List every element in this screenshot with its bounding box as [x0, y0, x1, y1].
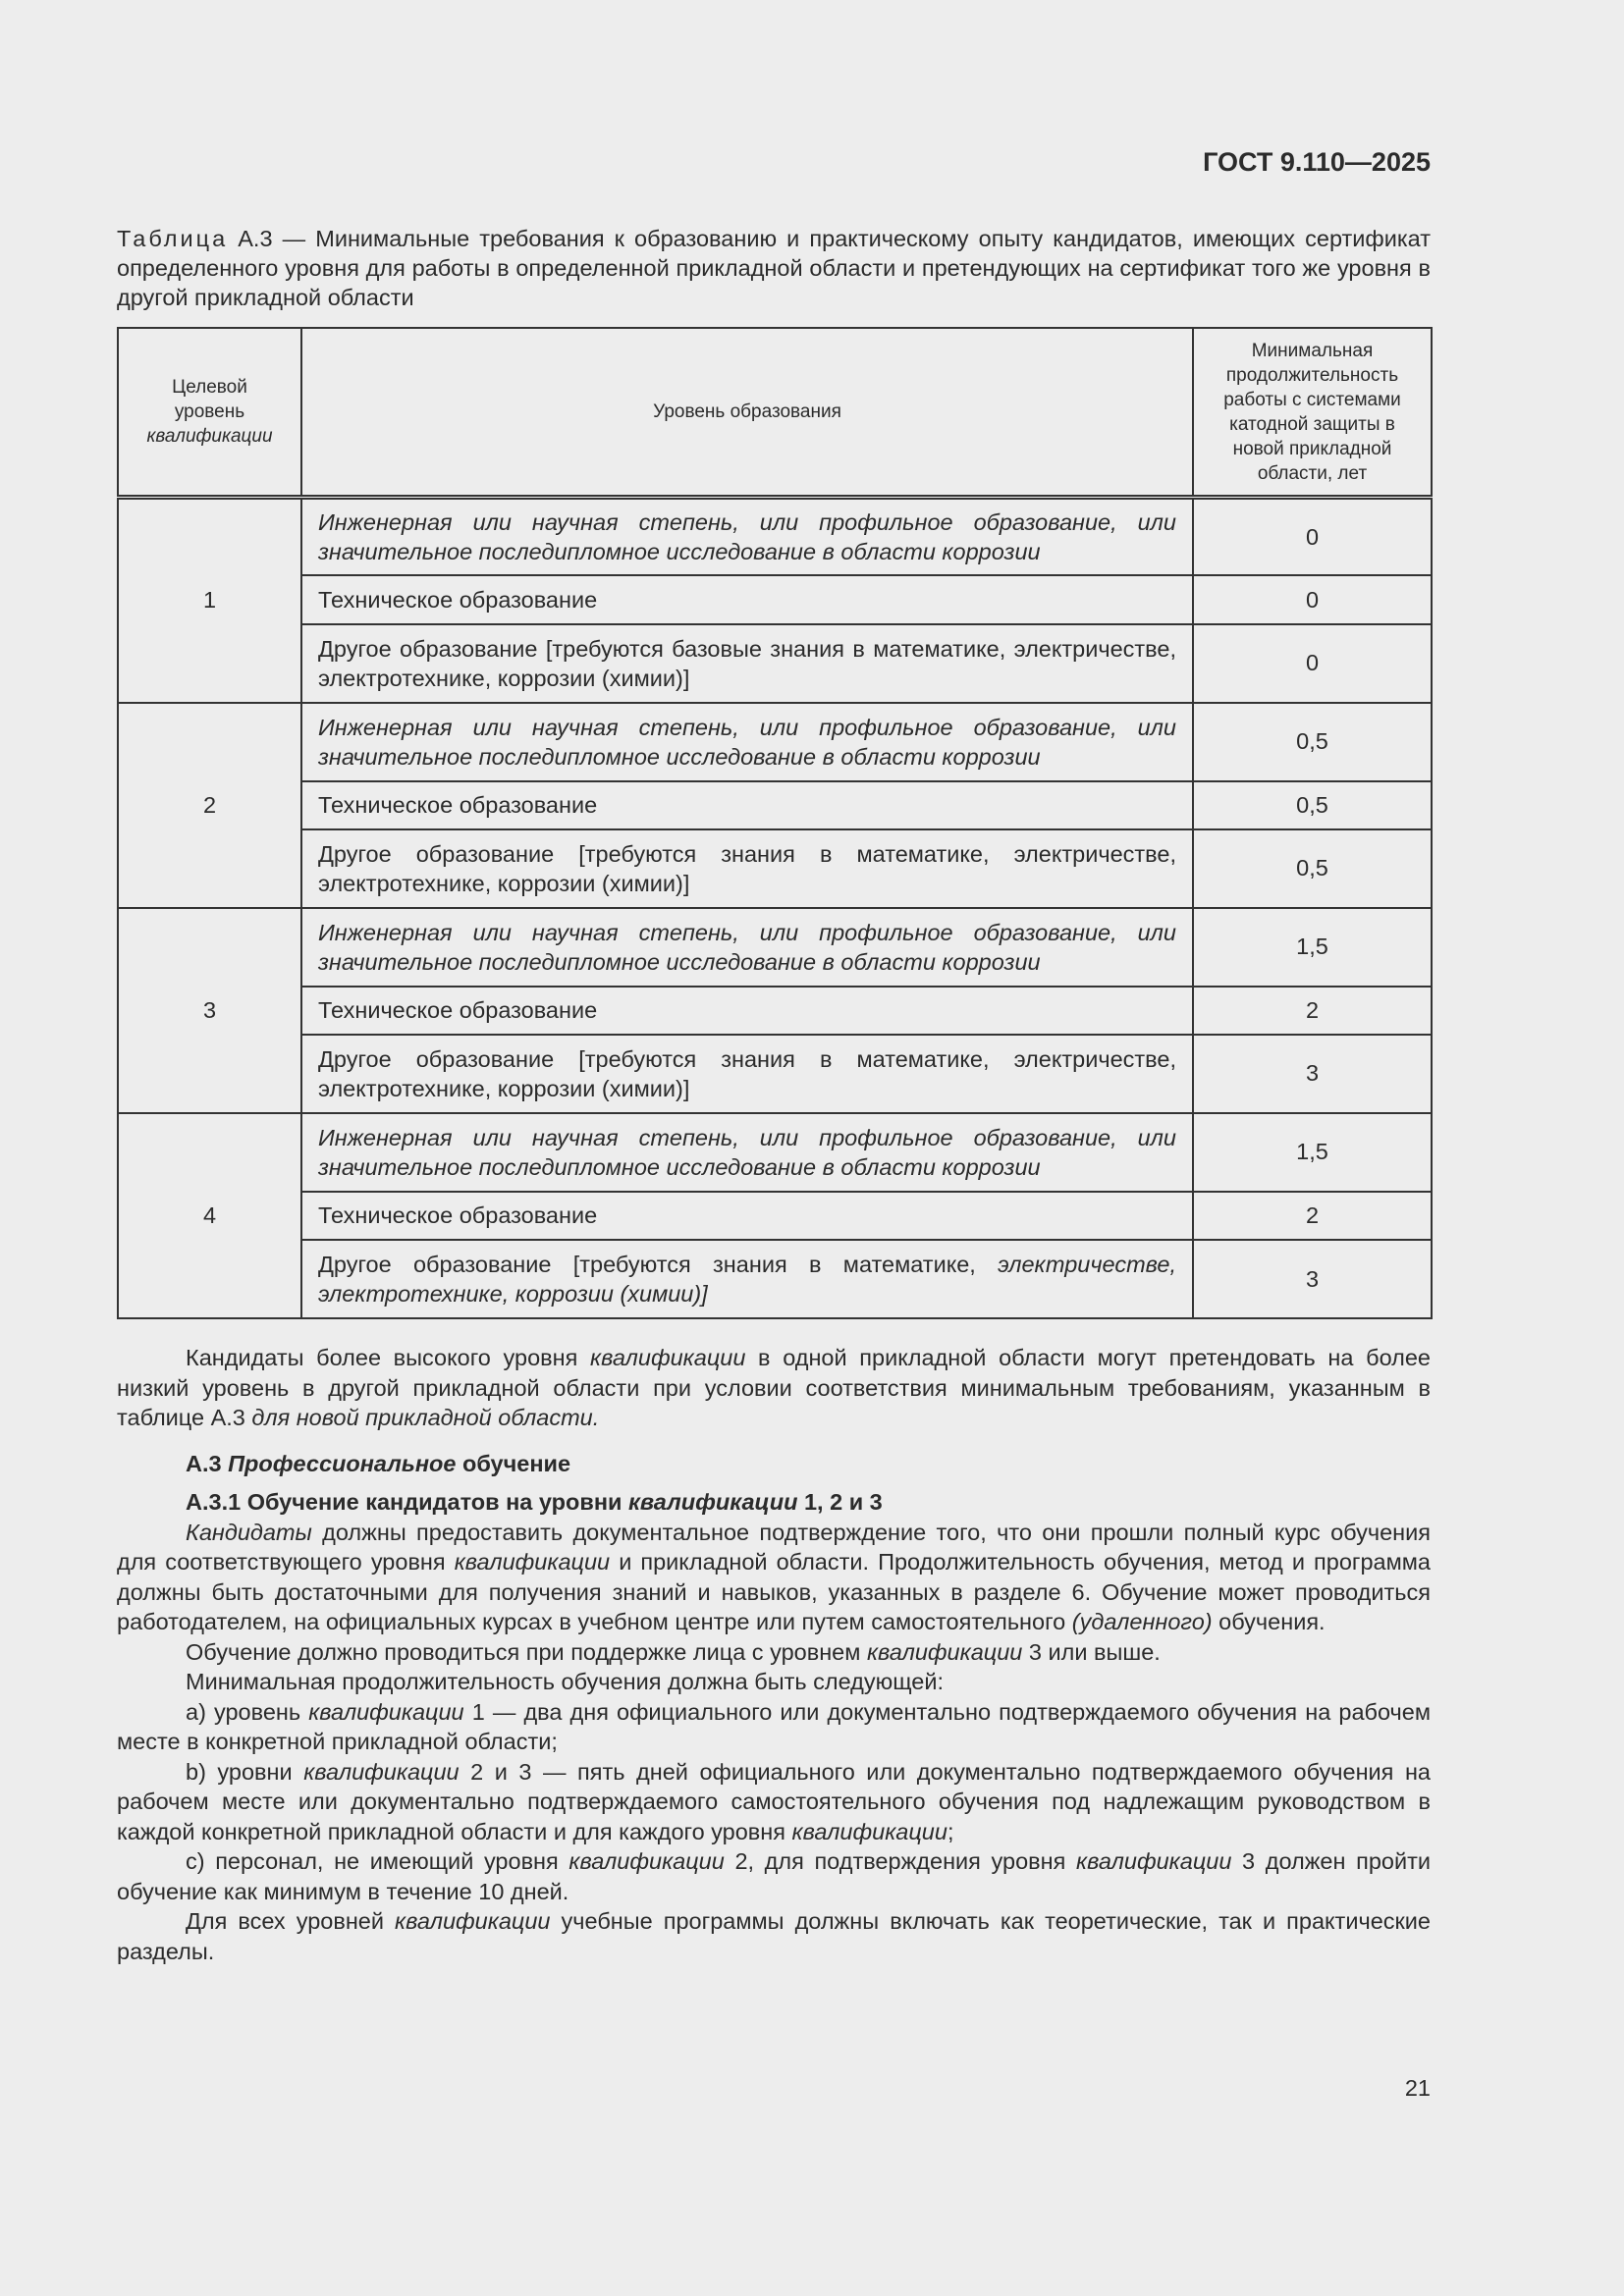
qualification-table	[117, 327, 1433, 1319]
table-caption	[117, 224, 1431, 312]
header-target-level	[118, 328, 301, 498]
education-cell: Техническое образование	[301, 575, 1193, 623]
text-run-italic: квалификации	[395, 1908, 551, 1934]
header-level-line1: Целевой	[172, 377, 247, 399]
table-row	[118, 829, 1432, 908]
heading-run-italic: квалификации	[628, 1489, 798, 1515]
text-run-italic: квалификации	[454, 1549, 611, 1575]
heading-run: А.3	[186, 1450, 229, 1476]
text-run: 3 или выше.	[1022, 1638, 1161, 1665]
duration-cell: 0,5	[1193, 829, 1432, 908]
duration-cell: 0,5	[1193, 781, 1432, 829]
table-caption-text: А.3 — Минимальные требования к образованию и практическому опыту кандидатов, имеющих сертификат определенного уровня для работы в определенной прикладной области и претендующих на сертификат того же уровня в другой прикладной области	[117, 226, 1431, 310]
duration-cell: 0	[1193, 624, 1432, 703]
text-run-italic: квалификации	[589, 1345, 746, 1370]
table-row	[118, 1240, 1432, 1318]
section-heading-a31	[117, 1487, 1431, 1518]
text-run: Кандидаты более высокого уровня	[186, 1345, 590, 1370]
paragraph-programs	[117, 1906, 1431, 1966]
education-text-italic: электричестве, электротехнике, коррозии (химии)]	[318, 1252, 1176, 1308]
duration-cell: 2	[1193, 1192, 1432, 1240]
text-run-italic: квалификации	[791, 1818, 947, 1844]
level-cell: 4	[118, 1113, 301, 1318]
duration-cell: 0,5	[1193, 703, 1432, 781]
text-run-italic: (удаленного)	[1071, 1609, 1213, 1634]
text-run-italic: Кандидаты	[186, 1519, 312, 1545]
duration-cell: 2	[1193, 987, 1432, 1035]
page-number: 21	[1404, 2075, 1431, 2101]
level-cell: 1	[118, 498, 301, 703]
education-cell: Инженерная или научная степень, или профильное образование, или значительное последипломное исследование в области коррозии	[301, 908, 1193, 987]
text-run: 1 — два дня официального или документально подтверждаемого обучения на рабочем месте в конкретной прикладной области;	[117, 1698, 1431, 1754]
education-cell: Техническое образование	[301, 987, 1193, 1035]
text-run-italic: квалификации	[303, 1758, 460, 1785]
table-row	[118, 703, 1432, 781]
duration-cell: 3	[1193, 1240, 1432, 1318]
text-run: 2, для подтверждения уровня	[724, 1848, 1076, 1874]
education-cell: Инженерная или научная степень, или профильное образование, или значительное последипломное исследование в области коррозии	[301, 498, 1193, 576]
table-row	[118, 781, 1432, 829]
paragraph-min-duration: Минимальная продолжительность обучения должна быть следующей:	[186, 1669, 945, 1694]
text-run-italic: квалификации	[308, 1698, 464, 1725]
header-duration: Минимальная продолжительность работы с системами катодной защиты в новой прикладной области, лет	[1193, 328, 1432, 498]
table-row	[118, 908, 1432, 987]
education-cell: Другое образование [требуются знания в математике, электричестве, электротехнике, коррозии (химии)]	[301, 829, 1193, 908]
duration-cell: 3	[1193, 1035, 1432, 1113]
header-level-line2: уровень	[174, 401, 245, 423]
duration-cell: 1,5	[1193, 908, 1432, 987]
heading-run: 1, 2 и 3	[797, 1489, 883, 1515]
table-row	[118, 987, 1432, 1035]
duration-cell: 0	[1193, 575, 1432, 623]
text-run: обучения.	[1212, 1609, 1326, 1634]
paragraph-supervision	[117, 1637, 1431, 1668]
table-caption-label: Таблица	[117, 226, 229, 251]
paragraph-higher-level	[117, 1343, 1431, 1433]
text-run: учебные программы должны включать как теоретические, так и практические разделы.	[117, 1908, 1431, 1964]
paragraph-training-proof	[117, 1518, 1431, 1637]
education-cell: Техническое образование	[301, 781, 1193, 829]
education-cell: Другое образование [требуются знания в математике, электричестве, электротехнике, коррозии (химии)]	[301, 1035, 1193, 1113]
table-row	[118, 1035, 1432, 1113]
table-row	[118, 1192, 1432, 1240]
education-cell: Другое образование [требуются базовые знания в математике, электричестве, электротехнике, коррозии (химии)]	[301, 624, 1193, 703]
education-cell: Инженерная или научная степень, или профильное образование, или значительное последипломное исследование в области коррозии	[301, 703, 1193, 781]
text-run-italic: для новой прикладной области.	[251, 1405, 600, 1430]
text-run: 2 и 3 — пять дней официального или документально подтверждаемого обучения на рабочем месте или документально подтверждаемого самостоятельного обучения под надлежащим руководством в каждой конкретной прикладной области и для каждого уровня	[117, 1758, 1431, 1844]
header-education: Уровень образования	[301, 328, 1193, 498]
duration-cell: 1,5	[1193, 1113, 1432, 1192]
text-run: и прикладной области. Продолжительность обучения, метод и программа должны быть достаточными для получения знаний и навыков, указанных в разделе 6. Обучение может проводиться работодателем, на официальных курсах в учебном центре или путем самостоятельного	[117, 1549, 1431, 1634]
heading-run-italic: Профессиональное	[228, 1450, 457, 1476]
table-row	[118, 1113, 1432, 1192]
list-item-a	[117, 1697, 1431, 1757]
education-cell: Техническое образование	[301, 1192, 1193, 1240]
heading-run: А.3.1 Обучение кандидатов на уровни	[186, 1489, 628, 1515]
table-row	[118, 575, 1432, 623]
text-run: Для всех уровней	[186, 1908, 396, 1934]
text-run-italic: квалификации	[866, 1638, 1023, 1665]
education-cell	[301, 1240, 1193, 1318]
education-text: Другое образование [требуются знания в математике,	[318, 1252, 999, 1278]
text-run-italic: квалификации	[568, 1848, 725, 1874]
list-item-b	[117, 1757, 1431, 1847]
heading-run: обучение	[456, 1450, 571, 1476]
text-run: b) уровни	[186, 1758, 304, 1785]
text-run-italic: квалификации	[1075, 1848, 1232, 1874]
level-cell: 2	[118, 703, 301, 908]
list-item-c	[117, 1846, 1431, 1906]
header-level-line3: квалификации	[146, 426, 273, 448]
table-row	[118, 498, 1432, 576]
table-header-row	[118, 328, 1432, 498]
level-cell: 3	[118, 908, 301, 1113]
text-run: должны предоставить документальное подтверждение того, что они прошли полный курс обучения для соответствующего уровня	[117, 1519, 1431, 1575]
document-code: ГОСТ 9.110—2025	[1203, 147, 1431, 177]
text-run: a) уровень	[186, 1698, 309, 1725]
text-run: 3 должен пройти обучение как минимум в течение 10 дней.	[117, 1848, 1431, 1904]
text-run: Обучение должно проводиться при поддержке лица с уровнем	[186, 1638, 867, 1665]
text-run: ;	[947, 1818, 954, 1844]
education-cell: Инженерная или научная степень, или профильное образование, или значительное последипломное исследование в области коррозии	[301, 1113, 1193, 1192]
text-run: в одной прикладной области могут претендовать на более низкий уровень в другой прикладной области при условии соответствия минимальным требованиям, указанным в таблице А.3	[117, 1345, 1431, 1430]
body-text	[117, 1343, 1431, 1966]
text-run: c) персонал, не имеющий уровня	[186, 1848, 569, 1874]
table-row	[118, 624, 1432, 703]
section-heading-a3	[117, 1449, 1431, 1479]
duration-cell: 0	[1193, 498, 1432, 576]
